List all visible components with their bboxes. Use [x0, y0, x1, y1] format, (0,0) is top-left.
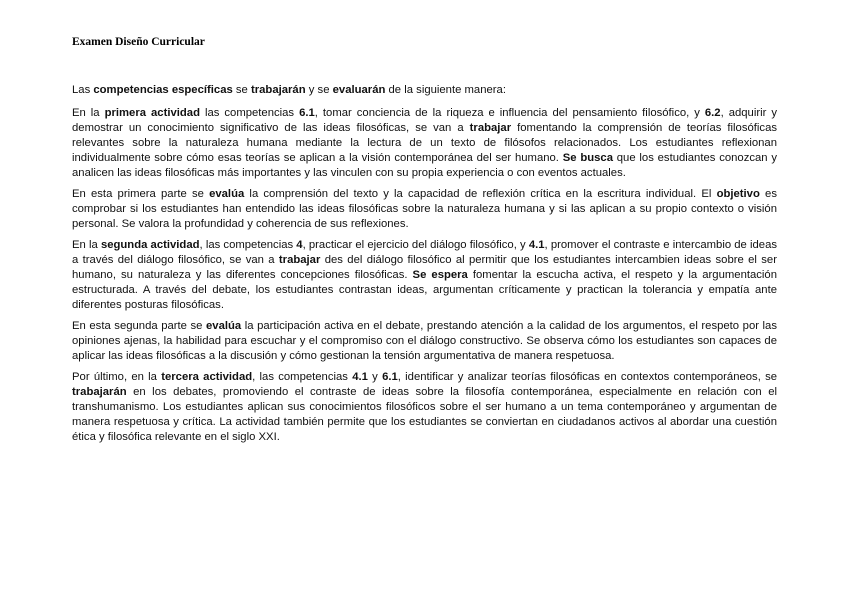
- paragraph-primera-actividad: [72, 106, 777, 181]
- bold-text-run: competencias específicas: [93, 84, 233, 96]
- bold-text-run: evaluarán: [332, 84, 386, 96]
- text-run: , identificar y analizar teorías filosóficas en contextos contemporáneos, se: [397, 371, 778, 383]
- text-run: , las competencias: [252, 371, 353, 383]
- bold-text-run: 4.1: [352, 371, 368, 383]
- bold-text-run: evalúa: [209, 188, 245, 200]
- bold-text-run: Se espera: [412, 269, 468, 281]
- bold-text-run: segunda actividad: [100, 239, 200, 251]
- bold-text-run: trabajarán: [250, 84, 306, 96]
- bold-text-run: primera actividad: [104, 107, 200, 119]
- text-run: , las competencias: [199, 239, 297, 251]
- text-run: En la: [72, 107, 105, 119]
- text-run: , practicar el ejercicio del diálogo filosófico, y: [302, 239, 529, 251]
- text-run: Por último, en la: [72, 371, 162, 383]
- paragraph-segunda-actividad: [72, 238, 777, 313]
- text-run: las competencias: [199, 107, 300, 119]
- text-run: En esta segunda parte se: [72, 320, 207, 332]
- bold-text-run: objetivo: [716, 188, 760, 200]
- paragraph-segunda-evaluacion: [72, 319, 777, 364]
- text-run: se: [232, 84, 251, 96]
- paragraph-tercera-actividad: [72, 370, 777, 445]
- bold-text-run: 4: [296, 239, 303, 251]
- bold-text-run: 4.1: [528, 239, 545, 251]
- text-run: la comprensión del texto y la capacidad de reflexión crítica en la escritura individual. El: [244, 188, 717, 200]
- text-run: Las: [72, 84, 94, 96]
- bold-text-run: trabajarán: [72, 386, 127, 398]
- bold-text-run: Se busca: [562, 152, 613, 164]
- bold-text-run: evalúa: [206, 320, 242, 332]
- text-run: que los estudiantes conozcan y analicen las ideas filosóficas más importantes y las vinculen con su propia experiencia o con eventos actuales.: [72, 152, 777, 179]
- text-run: la participación activa en el debate, prestando atención a la calidad de los argumentos, el respeto por las opiniones ajenas, la habilidad para escuchar y el compromiso con el diálogo constructivo. Se observa cómo los estudiantes son capaces de aplicar las ideas filosóficas a la discusión y cómo gestionan la tensión argumentativa de manera respetuosa.: [72, 320, 777, 362]
- text-run: , adquirir y demostrar un conocimiento significativo de las ideas filosóficas, se van a: [72, 107, 778, 134]
- text-run: es comprobar si los estudiantes han entendido las ideas filosóficas sobre la naturaleza humana y si las aplican a su propio contexto o visión personal. Se valora la profundidad y coherencia de sus reflexiones.: [72, 188, 777, 230]
- bold-text-run: trabajar: [278, 254, 321, 266]
- text-run: En la: [72, 239, 101, 251]
- bold-text-run: trabajar: [469, 122, 512, 134]
- paragraph-intro: [72, 83, 777, 98]
- bold-text-run: tercera actividad: [161, 371, 253, 383]
- text-run: , tomar conciencia de la riqueza e influencia del pensamiento filosófico, y: [314, 107, 705, 119]
- document-title: Examen Diseño Curricular: [72, 36, 205, 48]
- text-run: de la siguiente manera:: [385, 84, 506, 96]
- text-run: , promover el contraste e intercambio de ideas a través del diálogo filosófico, se van a: [72, 239, 778, 266]
- text-run: en los debates, promoviendo el contraste de ideas sobre la filosofía contemporánea, especialmente en relación con el transhumanismo. Los estudiantes aplican sus conocimientos filosóficos sobre el ser humano a un tema contemporáneo y argumentan de manera respetuosa y crítica. La actividad también permite que los estudiantes se conviertan en ciudadanos activos al abordar una cuestión ética y filosófica relevante en el siglo XXI.: [72, 386, 777, 443]
- text-run: fomentar la escucha activa, el respeto y la argumentación estructurada. A través del debate, los estudiantes contrastan ideas, argumentan críticamente y practican la tolerancia y empatía ante diferentes posturas filosóficas.: [72, 269, 777, 311]
- text-run: y se: [305, 84, 333, 96]
- text-run: fomentando la comprensión de teorías filosóficas relevantes sobre la naturaleza humana mediante la lectura de un texto de filósofos relacionados. Los estudiantes reflexionan individualmente sobre cómo esas teorías se aplican a la visión contemporánea del ser humano.: [72, 122, 777, 164]
- document-body: [72, 83, 777, 451]
- text-run: des del diálogo filosófico al permitir que los estudiantes intercambien ideas sobre el ser humano, su naturaleza y las diferentes concepciones filosóficas.: [72, 254, 777, 281]
- text-run: En esta primera parte se: [72, 188, 210, 200]
- bold-text-run: 6.1: [299, 107, 315, 119]
- bold-text-run: 6.2: [704, 107, 721, 119]
- bold-text-run: 6.1: [382, 371, 398, 383]
- text-run: y: [367, 371, 383, 383]
- paragraph-primera-evaluacion: [72, 187, 777, 232]
